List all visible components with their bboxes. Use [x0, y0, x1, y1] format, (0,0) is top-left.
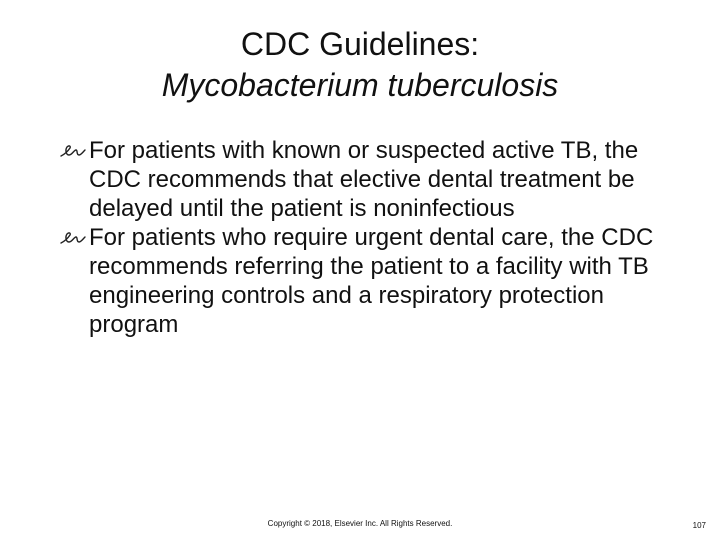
- bullet-text: For patients who require urgent dental care, the CDC recommends referring the patient to a facility with TB engineering controls and a respiratory protection program: [89, 224, 654, 338]
- handwriting-swoosh-icon: [59, 143, 87, 159]
- handwriting-swoosh-icon: [59, 230, 87, 246]
- bullet-list: [59, 136, 679, 339]
- title-line-2: Mycobacterium tuberculosis: [161, 67, 559, 103]
- page-number: 107: [692, 521, 706, 530]
- slide-title: [0, 24, 720, 106]
- bullet-item: [59, 136, 679, 223]
- bullet-item: [59, 223, 679, 339]
- bullet-text: For patients with known or suspected active TB, the CDC recommends that elective dental treatment be delayed until the patient is noninfectious: [89, 137, 639, 222]
- copyright-footer: Copyright © 2018, Elsevier Inc. All Rights Reserved.: [267, 519, 453, 528]
- title-line-1: CDC Guidelines:: [240, 26, 480, 62]
